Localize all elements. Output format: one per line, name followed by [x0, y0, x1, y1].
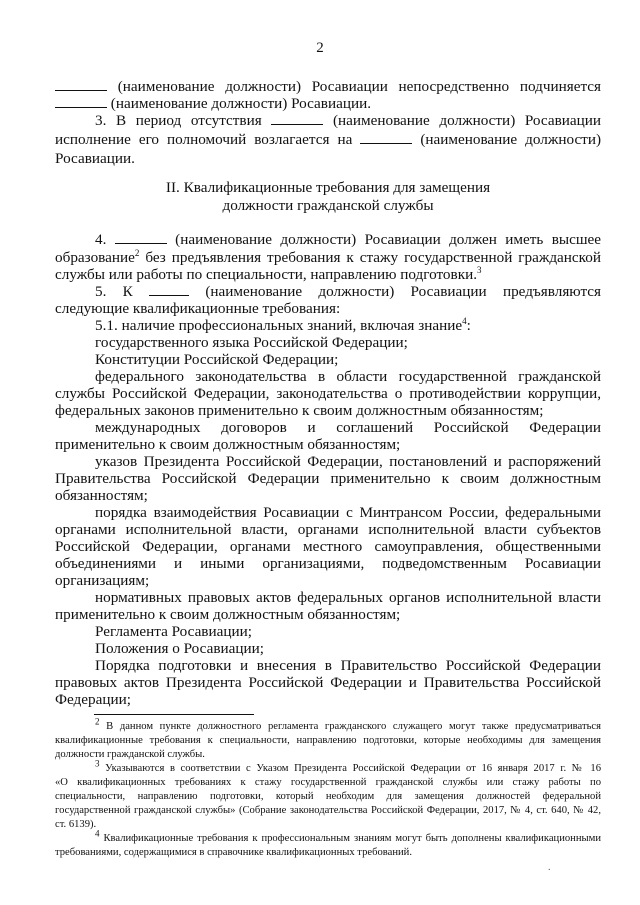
list-item: применительно к своим должностным обязанностям; [55, 436, 401, 453]
text-line [95, 111, 601, 130]
list-item: организациям; [55, 572, 150, 589]
list-item: Порядка подготовки и внесения в Правительство Российской Федерации [95, 657, 601, 674]
footnote-line: ст. 6139). [55, 819, 97, 830]
text: 4. [95, 231, 107, 248]
footnote-number: 4 [95, 828, 100, 839]
list-item: международных договоров и соглашений Российской Федерации [95, 419, 601, 436]
list-item: органами исполнительной власти, органами исполнительной власти субъектов [55, 521, 601, 538]
text: Квалификационные требования к профессиональным знаниям могут быть дополнены квалификационными [99, 833, 601, 844]
list-item: Конституции Российской Федерации; [95, 351, 339, 368]
list-item: Российской Федерации, органами местного самоуправления, общественными [55, 538, 601, 555]
footnote-ref: 4 [462, 315, 467, 326]
footnote-line: «О квалификационных требованиях к стажу государственной гражданской службы или стажу работы по [55, 777, 601, 788]
list-item: правовых актов Президента Российской Федерации и Правительства Российской [55, 674, 601, 691]
list-item: Федерации; [55, 691, 131, 708]
blank-field [55, 95, 107, 108]
list-item: указов Президента Российской Федерации, постановлений и распоряжений [95, 453, 601, 470]
list-item: обязанностям; [55, 487, 148, 504]
text: (наименование должности) Росавиации непосредственно подчиняется [117, 78, 602, 95]
footnote-line: требованиями, содержащимися в справочнике квалификационных требований. [55, 847, 412, 858]
text: (наименование должности) Росавиации. [110, 95, 372, 112]
footnote-ref: 2 [134, 247, 140, 258]
list-item: службы Российской Федерации, законодательства о противодействии коррупции, [55, 385, 601, 402]
footnote-line [95, 758, 601, 776]
text-line: следующие квалификационные требования: [55, 300, 341, 317]
text: (наименование должности) Росавиации предъявляются [205, 283, 601, 300]
blank-field [271, 112, 323, 125]
page-number: 2 [316, 40, 324, 56]
list-item: нормативных правовых актов федеральных органов исполнительной власти [95, 589, 601, 606]
text: В данном пункте должностного регламента гражданского служащего могут также предусматриваться [99, 721, 601, 732]
blank-field [149, 283, 189, 296]
section-heading: II. Квалификационные требования для замещения [165, 179, 491, 196]
footnote-number: 2 [95, 716, 100, 727]
text: (наименование должности) Росавиации [332, 112, 601, 129]
text-line: Росавиации. [55, 150, 135, 167]
blank-field [55, 78, 107, 91]
footnote-line [95, 716, 601, 734]
list-item: Положения о Росавиации; [95, 640, 264, 657]
footnote-line: специальности, направлению подготовки, который необходим для замещения должностей федеральной [55, 791, 601, 802]
text: : [466, 317, 471, 334]
list-item: применительно к своим должностным обязанностям; [55, 606, 401, 623]
blank-field [360, 131, 412, 144]
footnote-ref: 3 [477, 264, 482, 275]
list-item: государственного языка Российской Федерации; [95, 334, 408, 351]
text: исполнение его полномочий возлагается на [55, 131, 353, 148]
footnote-line [95, 828, 601, 846]
text: (наименование должности) [420, 131, 602, 148]
text: образование [55, 249, 135, 266]
list-item: Регламента Росавиации; [95, 623, 252, 640]
text: 3. В период отсутствия [95, 112, 262, 129]
text-line [95, 230, 601, 249]
footnote-separator [94, 714, 254, 715]
scan-mark: . [548, 862, 551, 873]
list-item: объединениями и иными организациями, подведомственным Росавиации [55, 555, 601, 572]
footnote-number: 3 [95, 758, 100, 769]
list-item: порядка взаимодействия Росавиации с Минтрансом России, федеральными [95, 504, 601, 521]
list-item: федерального законодательства в области государственной гражданской [95, 368, 601, 385]
text: (наименование должности) Росавиации должен иметь высшее [175, 231, 602, 248]
text: без предъявления требования к стажу государственной гражданской [139, 249, 601, 266]
list-item: федеральных законов применительно к своим должностным обязанностям; [55, 402, 544, 419]
footnote-line: должности гражданской службы. [55, 749, 205, 760]
list-item: Правительства Российской Федерации применительно к своим должностным [55, 470, 601, 487]
text: 5.1. наличие профессиональных знаний, включая знание [95, 317, 463, 334]
text-line [55, 130, 601, 149]
text: Указываются в соответствии с Указом Президента Российской Федерации от 16 января 2017 г. № 16 [99, 763, 601, 774]
text: 5. К [95, 283, 133, 300]
text: службы или работы по специальности, направлению подготовки. [55, 266, 478, 283]
footnote-line: государственной гражданской службы» (Собрание законодательства Российской Федерации, 2017, № 4, ст. 640, № 42, [55, 805, 601, 816]
footnote-line: квалификационные требования к специальности, направлению подготовки, которые необходимы для замещения [55, 735, 601, 746]
section-heading: должности гражданской службы [222, 197, 434, 214]
blank-field [115, 231, 167, 244]
